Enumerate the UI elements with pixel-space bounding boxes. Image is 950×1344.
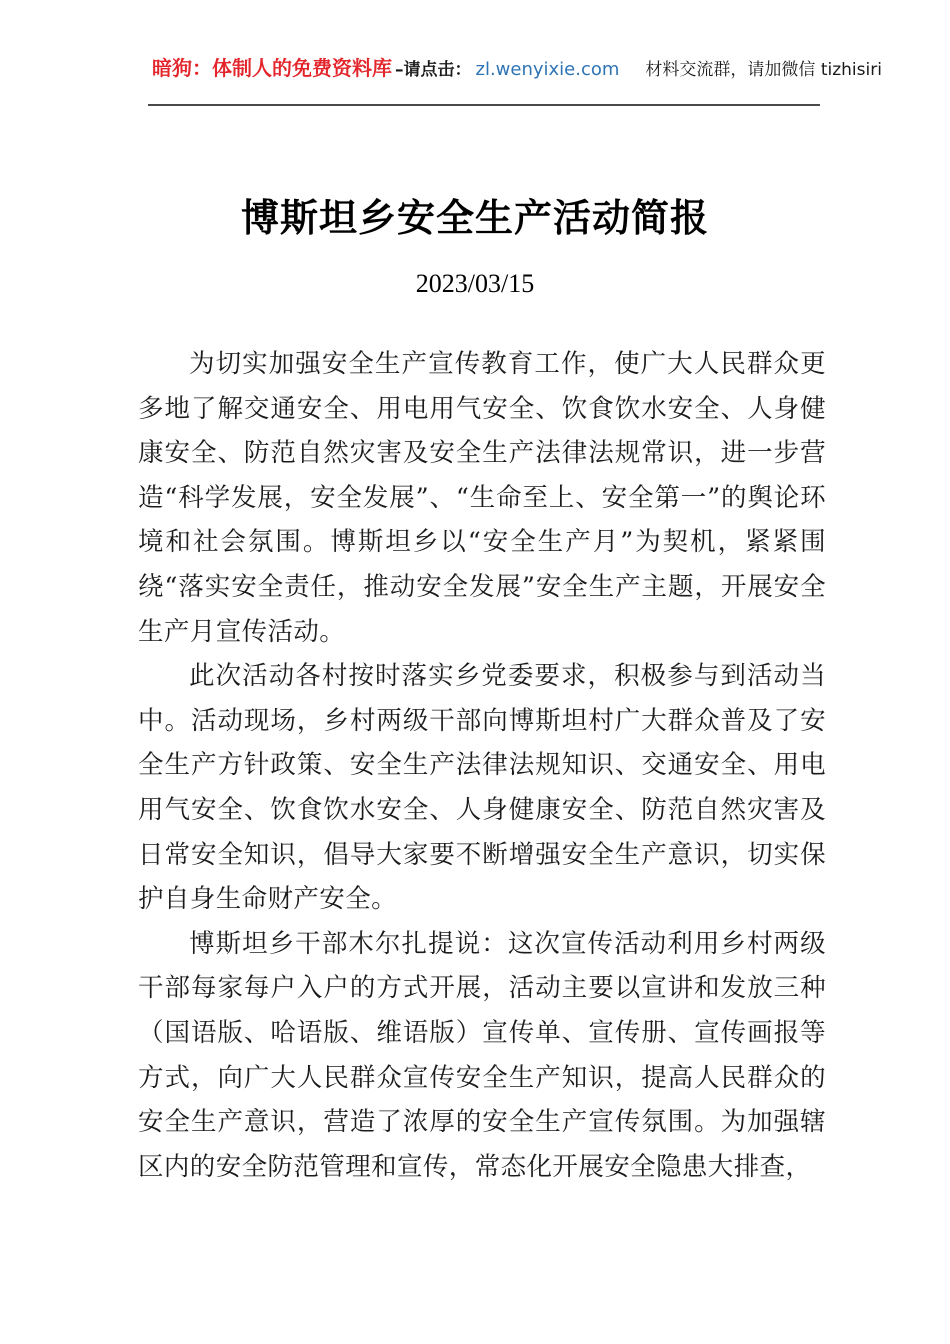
- promo-header-line: [0, 58, 950, 79]
- header-divider-rule: [148, 104, 820, 106]
- body-paragraph: 博斯坦乡干部木尔扎提说：这次宣传活动利用乡村两级干部每家每户入户的方式开展，活动主要以宣讲和发放三种（国语版、哈语版、维语版）宣传单、宣传册、宣传画报等方式，向广大人民群众宣传安全生产知识，提高人民群众的安全生产意识，营造了浓厚的安全生产宣传氛围。为加强辖区内的安全防范管理和宣传，常态化开展安全隐患大排查，: [138, 928, 826, 1182]
- body-paragraph: 为切实加强安全生产宣传教育工作，使广大人民群众更多地了解交通安全、用电用气安全、饮食饮水安全、人身健康安全、防范自然灾害及安全生产法律法规常识，进一步营造“科学发展，安全发展”、“生命至上、安全第一”的舆论环境和社会氛围。博斯坦乡以“安全生产月”为契机，紧紧围绕“落实安全责任，推动安全发展”安全生产主题，开展安全生产月宣传活动。: [138, 349, 826, 647]
- document-body: [138, 342, 826, 1189]
- body-paragraph: 此次活动各村按时落实乡党委要求，积极参与到活动当中。活动现场，乡村两级干部向博斯坦村广大群众普及了安全生产方针政策、安全生产法律法规知识、交通安全、用电用气安全、饮食饮水安全、人身健康安全、防范自然灾害及日常安全知识，倡导大家要不断增强安全生产意识，切实保护自身生命财产安全。: [138, 661, 826, 915]
- promo-brand-text: 暗狗：体制人的免费资料库: [152, 56, 392, 80]
- page-title: 博斯坦乡安全生产活动简报: [240, 196, 709, 240]
- document-date: 2023/03/15: [415, 269, 535, 298]
- promo-header-banner: [0, 58, 950, 79]
- promo-wechat-text: 材料交流群，请加微信 tizhisiri: [645, 60, 882, 80]
- promo-click-label: –请点击：: [395, 60, 472, 80]
- promo-site-link[interactable]: zl.wenyixie.com: [475, 59, 620, 80]
